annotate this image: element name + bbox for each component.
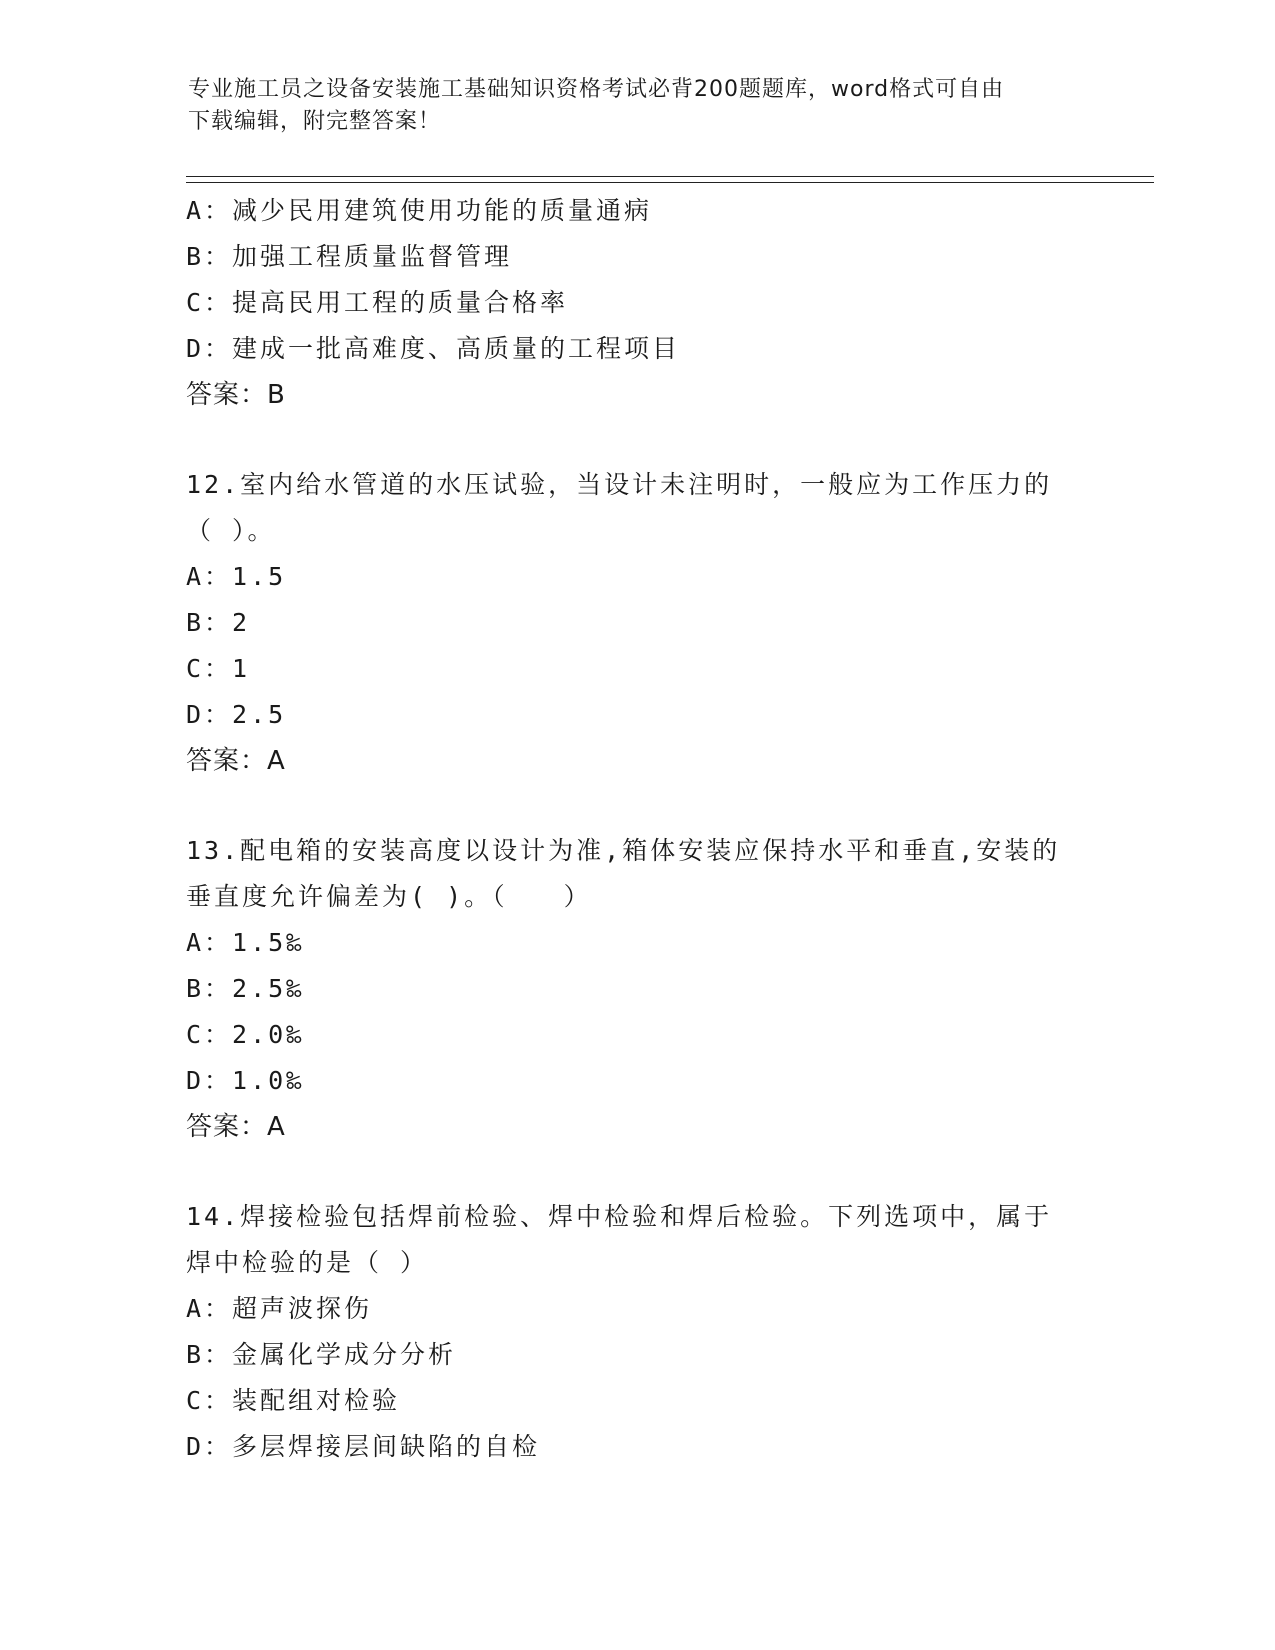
option-c: C：1 xyxy=(186,654,251,683)
answer: 答案：A xyxy=(186,746,286,776)
option-d: D：建成一批高难度、高质量的工程项目 xyxy=(186,334,681,363)
header-line-2: 下载编辑，附完整答案！ xyxy=(188,109,442,134)
header-line-1: 专业施工员之设备安装施工基础知识资格考试必背200题题库，word格式可自由 xyxy=(188,77,1005,102)
question-stem-line-1: 14.焊接检验包括焊前检验、焊中检验和焊后检验。下列选项中，属于 xyxy=(186,1202,1053,1231)
option-b: B：2.5‰ xyxy=(186,974,305,1003)
option-d: D：2.5 xyxy=(186,700,287,729)
question-stem-line-2: 垂直度允许偏差为( )。（ ） xyxy=(186,882,592,911)
question-13 xyxy=(186,828,1086,1150)
option-b: B：2 xyxy=(186,608,251,637)
answer: 答案：B xyxy=(186,380,286,410)
question-stem-line-2: （ ）。 xyxy=(186,516,276,545)
option-a: A：超声波探伤 xyxy=(186,1294,373,1323)
spacer xyxy=(186,784,1086,828)
header-divider-bottom xyxy=(186,182,1154,183)
option-c: C：2.0‰ xyxy=(186,1020,305,1049)
option-c: C：提高民用工程的质量合格率 xyxy=(186,288,569,317)
option-d: D：1.0‰ xyxy=(186,1066,305,1095)
option-c: C：装配组对检验 xyxy=(186,1386,401,1415)
option-a: A：减少民用建筑使用功能的质量通病 xyxy=(186,196,653,225)
spacer xyxy=(186,418,1086,462)
question-stem-line-1: 13.配电箱的安装高度以设计为准,箱体安装应保持水平和垂直,安装的 xyxy=(186,836,1061,865)
option-a: A：1.5 xyxy=(186,562,287,591)
option-d: D：多层焊接层间缺陷的自检 xyxy=(186,1432,541,1461)
question-12 xyxy=(186,462,1086,784)
question-11 xyxy=(186,188,1086,418)
question-stem-line-1: 12.室内给水管道的水压试验，当设计未注明时，一般应为工作压力的 xyxy=(186,470,1053,499)
option-b: B：加强工程质量监督管理 xyxy=(186,242,513,271)
question-stem-line-2: 焊中检验的是（ ） xyxy=(186,1248,429,1277)
option-a: A：1.5‰ xyxy=(186,928,305,957)
question-list xyxy=(186,188,1086,1470)
answer: 答案：A xyxy=(186,1112,286,1142)
document-header xyxy=(188,74,1088,138)
spacer xyxy=(186,1150,1086,1194)
question-14 xyxy=(186,1194,1086,1470)
option-b: B：金属化学成分分析 xyxy=(186,1340,457,1369)
header-divider-top xyxy=(186,176,1154,177)
